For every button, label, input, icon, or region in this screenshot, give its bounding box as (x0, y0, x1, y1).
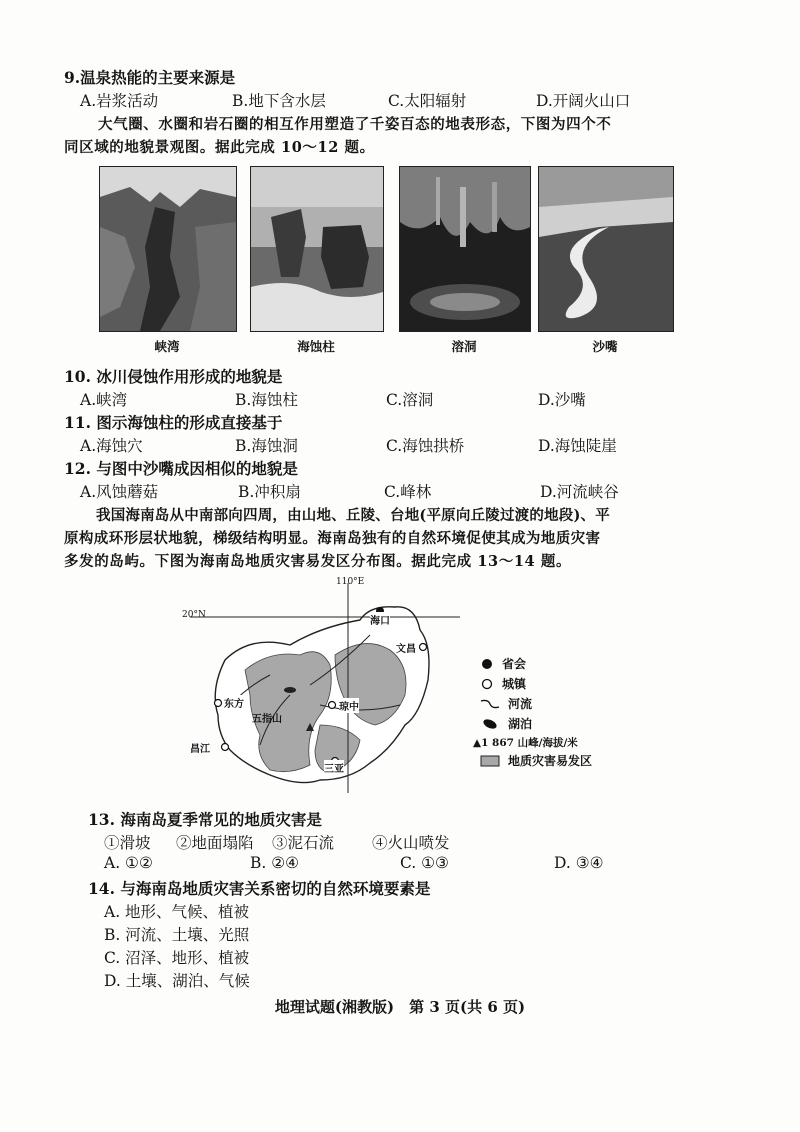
q12-option-c: C.峰林 (384, 483, 432, 501)
legend-lake (480, 715, 532, 732)
legend-lake-label: 湖泊 (508, 717, 533, 731)
q12-stem: 12. 与图中沙嘴成因相似的地貌是 (64, 459, 298, 478)
q14-option-b: B. 河流、土壤、光照 (104, 926, 250, 944)
q11-stem: 11. 图示海蚀柱的形成直接基于 (64, 413, 283, 432)
photo-sand-spit (538, 166, 674, 332)
q9-option-d: D.开阔火山口 (536, 92, 631, 110)
legend-hazard (480, 752, 592, 769)
caption-fjord: 峡湾 (154, 339, 180, 354)
city-sanya: 三亚 (324, 760, 344, 775)
q13-choice-2: ②地面塌陷 (176, 834, 254, 852)
legend-hazard-label: 地质灾害易发区 (508, 754, 593, 768)
q13-choice-1: ①滑坡 (104, 834, 151, 852)
photo-sea-stack (250, 166, 384, 332)
legend-town (480, 675, 526, 692)
q14-option-d: D. 土壤、湖泊、气候 (104, 972, 250, 990)
legend-river-label: 河流 (508, 697, 533, 711)
q10-option-b: B.海蚀柱 (235, 391, 298, 409)
q13-stem: 13. 海南岛夏季常见的地质灾害是 (88, 810, 322, 829)
city-dongfang: 东方 (224, 695, 244, 710)
q14-option-c: C. 沼泽、地形、植被 (104, 949, 250, 967)
q11-option-d: D.海蚀陡崖 (538, 437, 617, 455)
city-wenchang: 文昌 (396, 644, 416, 655)
q13-option-c: C. ①③ (400, 854, 449, 872)
photo-cave (399, 166, 531, 332)
q11-option-b: B.海蚀洞 (235, 437, 298, 455)
q13-choice-3: ③泥石流 (272, 834, 335, 852)
q11-option-a: A.海蚀穴 (80, 437, 143, 455)
q12-option-b: B.冲积扇 (238, 483, 301, 501)
q9-stem: 9.温泉热能的主要来源是 (64, 68, 236, 87)
q10-option-d: D.沙嘴 (538, 391, 586, 409)
intro2-line2: 原构成环形层状地貌，梯级结构明显。海南岛独有的自然环境促使其成为地质灾害 (64, 530, 601, 547)
intro2-line3: 多发的岛屿。下图为海南岛地质灾害易发区分布图。据此完成 13～14 题。 (64, 553, 572, 570)
city-changjiang: 昌江 (190, 740, 210, 755)
q9-option-b: B.地下含水层 (232, 92, 326, 110)
river-line-icon (480, 697, 500, 711)
q10-option-c: C.溶洞 (386, 391, 434, 409)
intro2-line1: 我国海南岛从中南部向四周，由山地、丘陵、台地(平原向丘陵过渡的地段)、平 (96, 507, 610, 524)
q13-option-b: B. ②④ (250, 854, 300, 872)
q12-option-a: A.风蚀蘑菇 (80, 483, 159, 501)
q13-option-d: D. ③④ (554, 854, 604, 872)
q10-stem: 10. 冰川侵蚀作用形成的地貌是 (64, 367, 283, 386)
intro1-line2: 同区域的地貌景观图。据此完成 10～12 题。 (64, 139, 375, 156)
page-footer: 地理试题(湘教版) 第 3 页(共 6 页) (274, 998, 526, 1016)
q12-option-d: D.河流峡谷 (540, 483, 619, 501)
caption-sand-spit: 沙嘴 (592, 339, 618, 354)
city-haikou: 海口 (370, 612, 390, 627)
lake-shape-icon (480, 717, 500, 731)
city-qiongzhong: 琼中 (339, 698, 359, 713)
legend-capital (480, 655, 526, 672)
q13-choice-4: ④火山喷发 (372, 834, 450, 852)
q9-option-c: C.太阳辐射 (388, 92, 467, 110)
lat-label: 20°N (182, 610, 206, 620)
town-circle-icon (480, 677, 494, 691)
caption-sea-stack: 海蚀柱 (297, 339, 335, 354)
capital-dot-icon (480, 657, 494, 671)
hazard-area-icon (480, 754, 500, 768)
legend-river (480, 695, 532, 712)
legend-peak (473, 735, 578, 750)
lon-label: 110°E (336, 577, 365, 587)
legend-capital-label: 省会 (502, 657, 527, 671)
hainan-map (170, 575, 470, 795)
q14-stem: 14. 与海南岛地质灾害关系密切的自然环境要素是 (88, 879, 431, 898)
photo-fjord (99, 166, 237, 332)
q11-option-c: C.海蚀拱桥 (386, 437, 465, 455)
intro1-line1: 大气圈、水圈和岩石圈的相互作用塑造了千姿百态的地表形态，下图为四个不 (98, 116, 612, 133)
legend-town-label: 城镇 (502, 677, 527, 691)
q14-option-a: A. 地形、气候、植被 (104, 903, 250, 921)
legend-peak-label: ▲1 867 山峰/海拔/米 (473, 737, 578, 749)
q10-option-a: A.峡湾 (80, 391, 128, 409)
q9-option-a: A.岩浆活动 (80, 92, 159, 110)
peak-label: 五指山 (252, 714, 282, 725)
caption-cave: 溶洞 (451, 339, 477, 354)
q13-option-a: A. ①② (104, 854, 153, 872)
